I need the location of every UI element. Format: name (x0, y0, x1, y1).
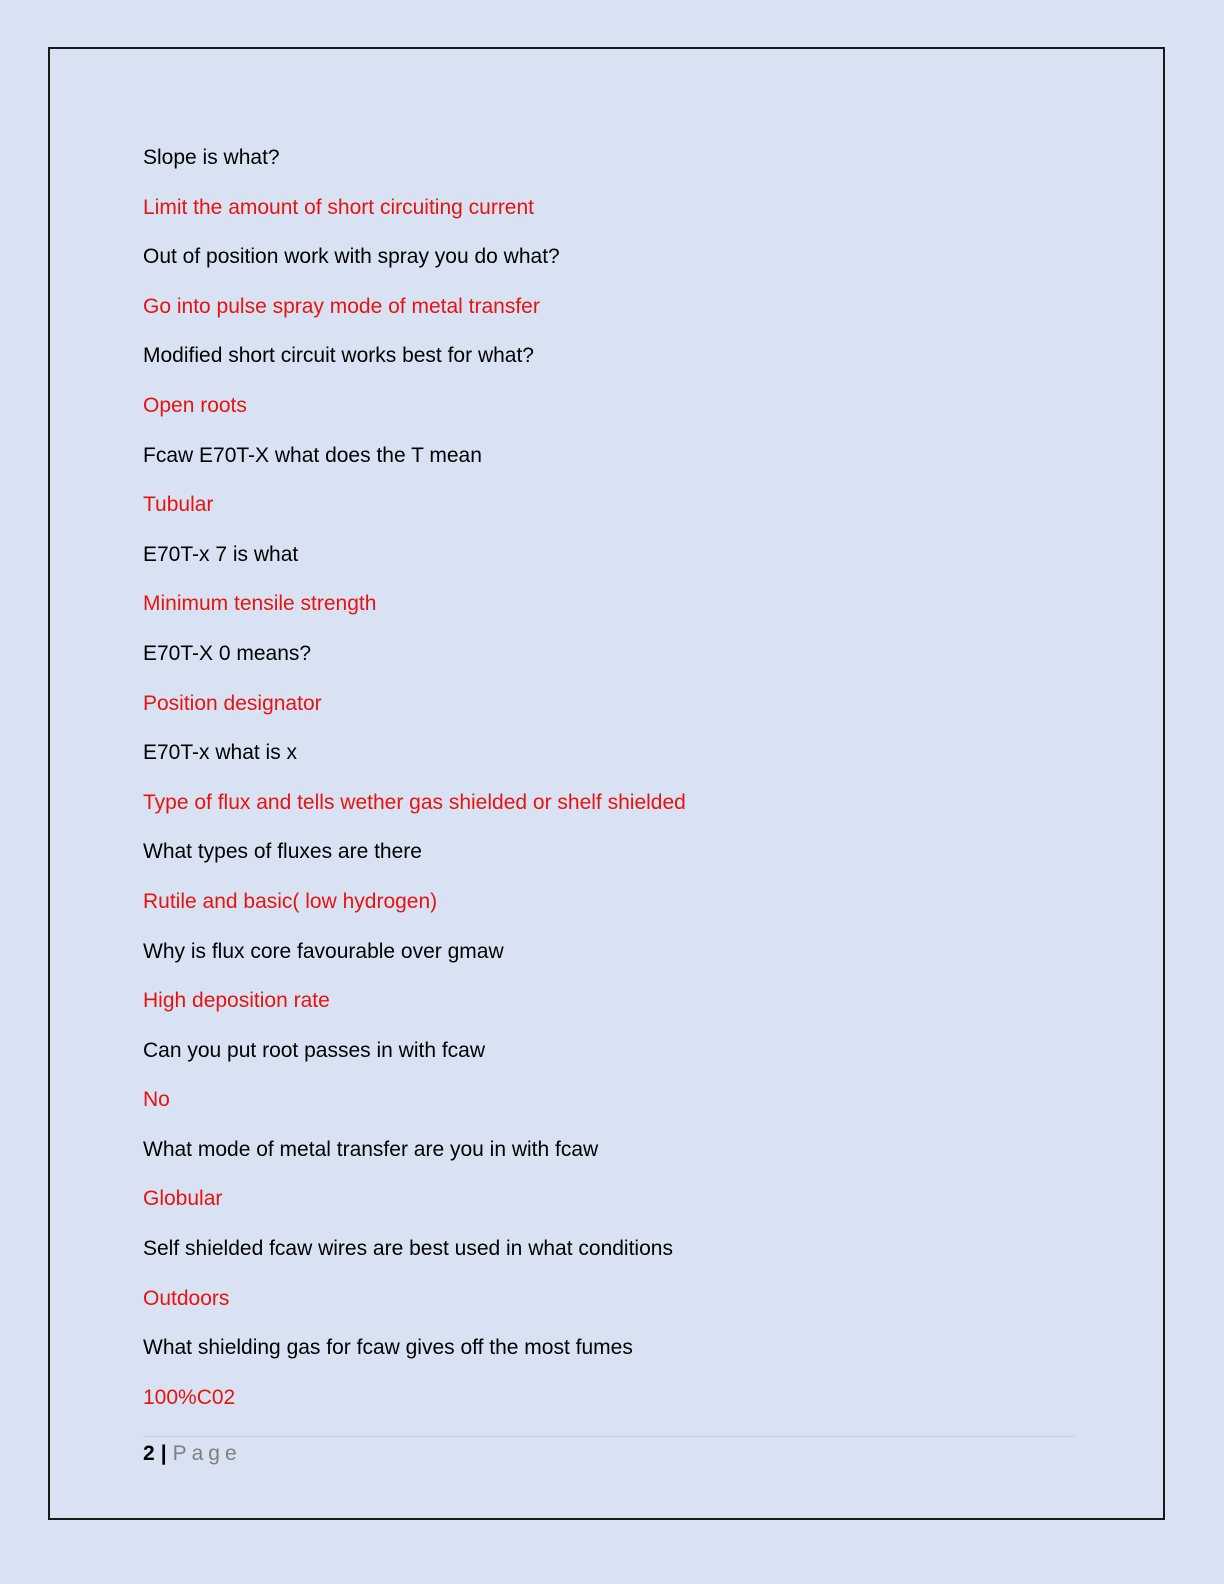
question-line: Out of position work with spray you do what? (143, 245, 560, 269)
page-separator: | (160, 1442, 167, 1465)
question-line: What mode of metal transfer are you in with fcaw (143, 1137, 599, 1161)
answer-line: 100%C02 (143, 1385, 236, 1409)
question-line: What shielding gas for fcaw gives off the most fumes (143, 1336, 633, 1360)
answer-line: Open roots (143, 393, 247, 417)
question-line: Can you put root passes in with fcaw (143, 1038, 486, 1062)
answer-line: Go into pulse spray mode of metal transfer (143, 294, 540, 318)
page-footer (143, 1440, 242, 1468)
question-line: Why is flux core favourable over gmaw (143, 939, 504, 963)
page-label: Page (172, 1442, 242, 1465)
answer-line: Limit the amount of short circuiting current (143, 195, 535, 219)
question-line: E70T-x 7 is what (143, 542, 299, 566)
answer-line: No (143, 1088, 170, 1112)
answer-line: Position designator (143, 691, 322, 715)
question-line: What types of fluxes are there (143, 840, 422, 864)
question-line: E70T-x what is x (143, 741, 298, 765)
answer-line: High deposition rate (143, 989, 330, 1013)
question-line: Fcaw E70T-X what does the T mean (143, 443, 482, 467)
footer-divider (143, 1436, 1074, 1437)
answer-line: Minimum tensile strength (143, 592, 377, 616)
question-line: E70T-X 0 means? (143, 641, 312, 665)
qa-list (143, 142, 686, 1431)
question-line: Modified short circuit works best for what? (143, 344, 534, 368)
answer-line: Outdoors (143, 1286, 230, 1310)
question-line: Self shielded fcaw wires are best used in what conditions (143, 1237, 673, 1261)
answer-line: Type of flux and tells wether gas shielded or shelf shielded (143, 790, 686, 814)
answer-line: Rutile and basic( low hydrogen) (143, 889, 438, 913)
question-line: Slope is what? (143, 146, 280, 169)
page-number: 2 (143, 1442, 155, 1465)
answer-line: Globular (143, 1187, 223, 1211)
answer-line: Tubular (143, 493, 214, 517)
